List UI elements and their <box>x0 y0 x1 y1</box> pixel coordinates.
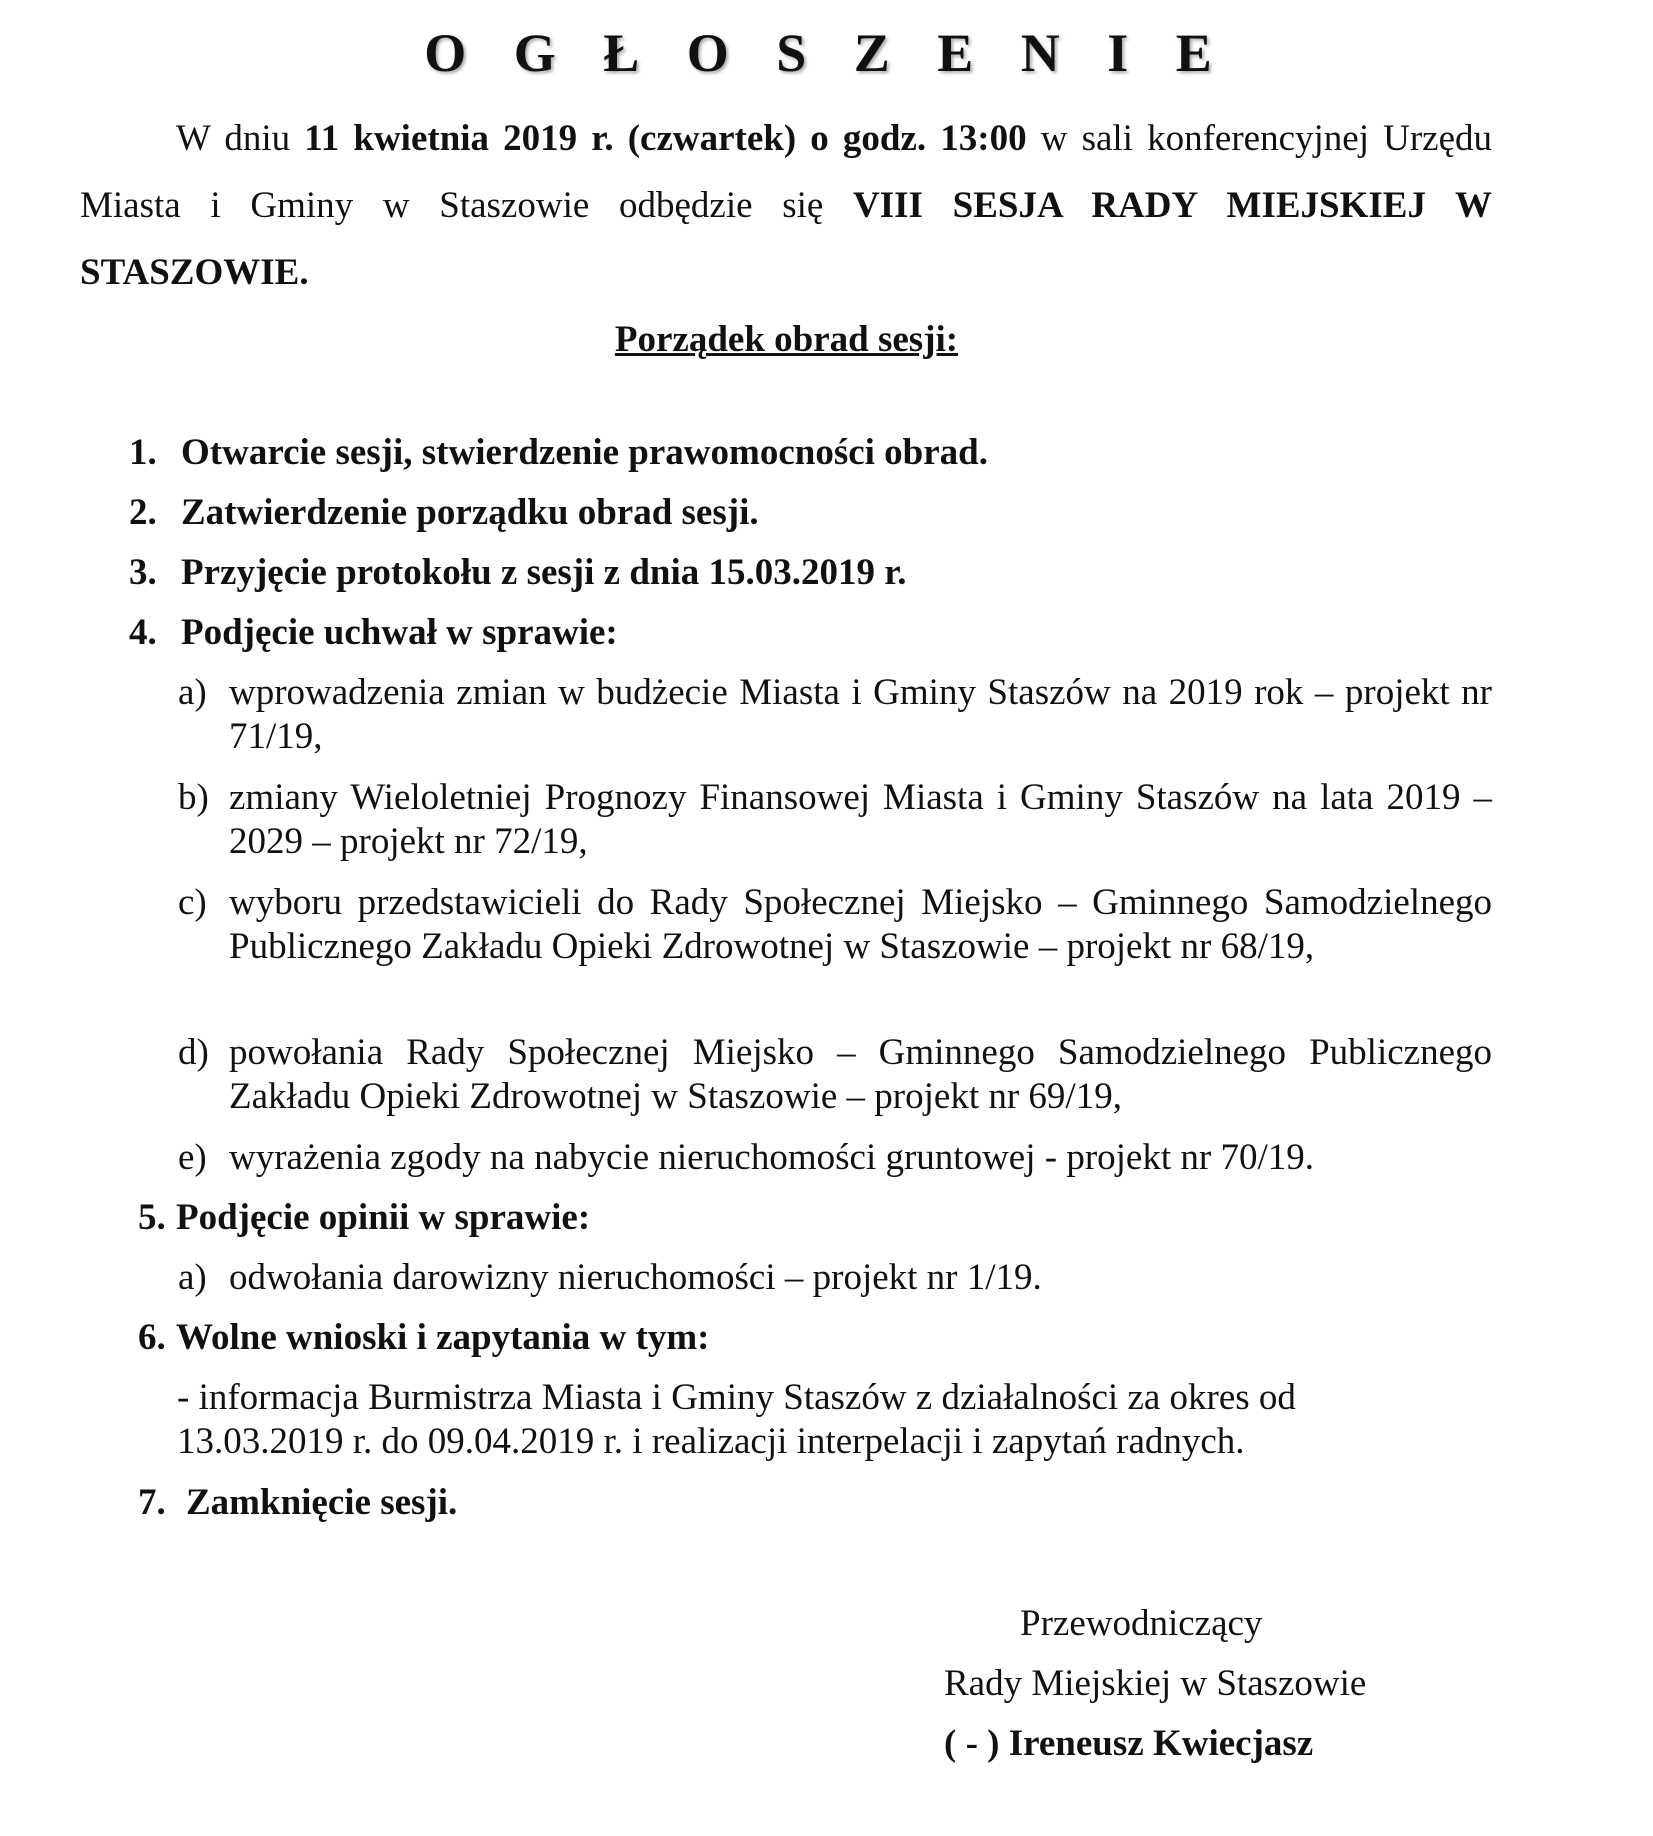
agenda-subitem-4e <box>178 1136 1492 1180</box>
agenda-subitem-4d <box>178 1031 1492 1119</box>
agenda-item-number: 3. <box>129 552 157 593</box>
subitem-text: wprowadzenia zmian w budżecie Miasta i Gminy Staszów na 2019 rok – projekt nr 71/19, <box>229 672 1492 757</box>
agenda-item-number: 6. <box>138 1317 166 1358</box>
subitem-letter: a) <box>178 1257 207 1298</box>
signature-name: ( - ) Ireneusz Kwiecjasz <box>944 1723 1314 1764</box>
document-title: O G Ł O S Z E N I E <box>424 23 1229 83</box>
agenda-item-text: Otwarcie sesji, stwierdzenie prawomocności obrad. <box>181 432 989 473</box>
agenda-item-text: Podjęcie opinii w sprawie: <box>176 1197 591 1238</box>
subitem-text: powołania Rady Społecznej Miejsko – Gminnego Samodzielnego Publicznego Zakładu Opieki Zdrowotnej w Staszowie – projekt nr 69/19, <box>229 1032 1492 1117</box>
agenda-item-number: 7. <box>138 1482 166 1523</box>
agenda-subitem-4c <box>178 881 1492 969</box>
agenda-subitem-4a <box>178 671 1492 759</box>
subitem-text: zmiany Wieloletniej Prognozy Finansowej Miasta i Gminy Staszów na lata 2019 – 2029 – projekt nr 72/19, <box>229 777 1492 862</box>
subitem-text: wyboru przedstawicieli do Rady Społecznej Miejsko – Gminnego Samodzielnego Publicznego Zakładu Opieki Zdrowotnej w Staszowie – projekt nr 68/19, <box>229 882 1492 967</box>
agenda-item-number: 5. <box>138 1197 166 1238</box>
subitem-letter: e) <box>178 1137 207 1178</box>
agenda-item-6-note: - informacja Burmistrza Miasta i Gminy Staszów z działalności za okres od 13.03.2019 r. do 09.04.2019 r. i realizacji interpelacji i zapytań radnych. <box>177 1377 1296 1462</box>
agenda-item-text: Podjęcie uchwał w sprawie: <box>181 612 618 653</box>
signature-body: Rady Miejskiej w Staszowie <box>944 1663 1367 1704</box>
intro-paragraph <box>80 105 1492 306</box>
subitem-letter: d) <box>178 1032 209 1073</box>
session-name: VIII SESJA RADY MIEJSKIEJ W STASZOWIE. <box>80 185 1492 293</box>
subitem-letter: a) <box>178 672 207 713</box>
agenda-item-text: Przyjęcie protokołu z sesji z dnia 15.03.2019 r. <box>181 552 907 593</box>
agenda-item-text: Wolne wnioski i zapytania w tym: <box>176 1317 710 1358</box>
agenda-item-number: 2. <box>129 492 157 533</box>
session-date: 11 kwietnia 2019 r. (czwartek) o godz. 13:00 <box>304 118 1027 159</box>
subitem-text: wyrażenia zgody na nabycie nieruchomości gruntowej - projekt nr 70/19. <box>229 1137 1314 1178</box>
agenda-subitem-4b <box>178 776 1492 864</box>
signature-role: Przewodniczący <box>1020 1603 1263 1644</box>
agenda-item-text: Zamknięcie sesji. <box>186 1482 458 1523</box>
agenda-heading: Porządek obrad sesji: <box>614 319 959 360</box>
intro-text-middle: w sali konferencyjnej Urzędu Miasta i Gminy w Staszowie odbędzie się <box>80 118 1492 226</box>
intro-text-start: W dniu <box>176 118 305 159</box>
agenda-item-number: 1. <box>129 432 157 473</box>
agenda-subitem-5a <box>178 1256 1492 1300</box>
subitem-text: odwołania darowizny nieruchomości – projekt nr 1/19. <box>229 1257 1042 1298</box>
agenda-item-text: Zatwierdzenie porządku obrad sesji. <box>181 492 759 533</box>
subitem-letter: b) <box>178 777 209 818</box>
subitem-letter: c) <box>178 882 207 923</box>
agenda-item-number: 4. <box>129 612 157 653</box>
